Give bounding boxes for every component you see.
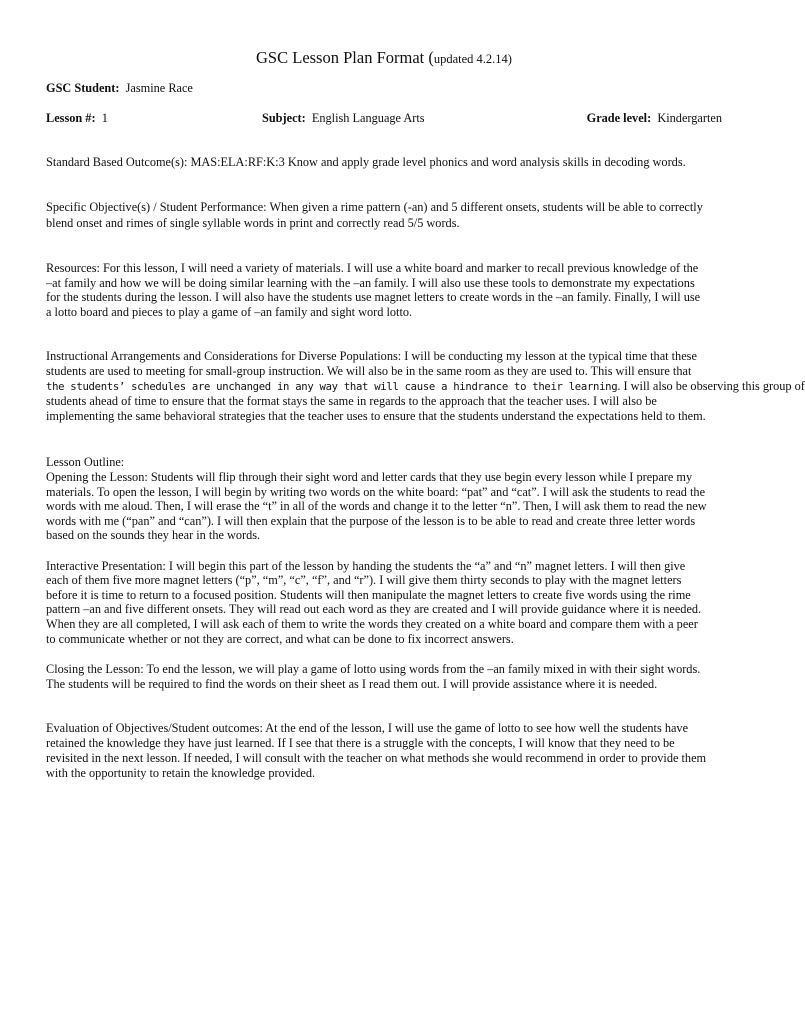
opening-line: Opening the Lesson: Students will flip through their sight word and letter cards that they use begin every lesson while I prepare my bbox=[46, 470, 693, 484]
student-label: GSC Student: bbox=[46, 81, 120, 95]
interactive-line: When they are all completed, I will ask each of them to write the words they created on a white board and compare them with a peer bbox=[46, 617, 698, 631]
evaluation-line: retained the knowledge they have just learned. If I see that there is a struggle with the concepts, I will know that they need to be bbox=[46, 736, 675, 750]
lesson-value: 1 bbox=[101, 111, 108, 125]
student-value: Jasmine Race bbox=[125, 81, 193, 95]
grade-label: Grade level: bbox=[586, 111, 652, 125]
opening-line: materials. To open the lesson, I will begin by writing two words on the white board: “pat” and “cat”. I will ask the students to read the bbox=[46, 485, 706, 499]
closing-line: Closing the Lesson: To end the lesson, we will play a game of lotto using words from the –an family mixed in with their sight words. bbox=[46, 662, 701, 676]
opening-line: words with me (“pan” and “can”). I will then explain that the purpose of the lesson is to be able to read and create three letter words bbox=[46, 514, 696, 528]
resources-line: Resources: For this lesson, I will need a variety of materials. I will use a white board and marker to recall previous knowledge of the bbox=[46, 261, 699, 275]
objective-line: blend onset and rimes of single syllable words in print and correctly read 5/5 words. bbox=[46, 216, 460, 230]
interactive-line: to communicate whether or not they are correct, and what can be done to fix incorrect answers. bbox=[46, 632, 514, 646]
interactive-line: before it is time to return to a focused position. Students will then manipulate the magnet letters to create five words using the rime bbox=[46, 588, 691, 602]
subject-label: Subject: bbox=[262, 111, 306, 125]
arrangements-line: implementing the same behavioral strategies that the teacher uses to ensure that the students understand the expectations held to them. bbox=[46, 409, 706, 423]
arrangements-line: students are used to meeting for small-group instruction. We will also be in the same room as they are used to. This will ensure that bbox=[46, 364, 692, 378]
lesson-field bbox=[46, 111, 246, 126]
standard-line: Standard Based Outcome(s): MAS:ELA:RF:K:3 Know and apply grade level phonics and word analysis skills in decoding words. bbox=[46, 155, 686, 169]
objective-line: Specific Objective(s) / Student Performance: When given a rime pattern (-an) and 5 different onsets, students will be able to correctly bbox=[46, 200, 703, 214]
lesson-label: Lesson #: bbox=[46, 111, 96, 125]
arrangements-line: students ahead of time to ensure that the format stays the same in regards to the approach that the teacher uses. I will also be bbox=[46, 394, 657, 408]
outline-heading: Lesson Outline: bbox=[46, 455, 125, 469]
evaluation-line: with the opportunity to retain the knowledge provided. bbox=[46, 766, 316, 780]
arrangements-line: Instructional Arrangements and Considerations for Diverse Populations: I will be conducting my lesson at the typical time that these bbox=[46, 349, 697, 363]
evaluation-line: revisited in the next lesson. If needed, I will consult with the teacher on what methods she would recommend in order to provide them bbox=[46, 751, 707, 765]
interactive-line: pattern –an and five different onsets. They will read out each word as they are created and I will provide guidance where it is needed. bbox=[46, 602, 702, 616]
grade-value: Kindergarten bbox=[657, 111, 722, 125]
opening-line: words with me aloud. Then, I will erase the “t” in all of the words and change it to the letter “n”. Then, I will ask them to read the new bbox=[46, 499, 707, 513]
arrangements-line bbox=[46, 379, 805, 395]
resources-line: a lotto board and pieces to play a game of –an family and sight word lotto. bbox=[46, 305, 413, 319]
subject-value: English Language Arts bbox=[311, 111, 425, 125]
resources-line: –at family and how we will be doing similar learning with the –an family. I will also use these tools to demonstrate my expectations bbox=[46, 276, 695, 290]
student-field bbox=[46, 81, 722, 96]
inserted-text: the students’ schedules are unchanged in any way that will cause a hindrance to their learning bbox=[46, 381, 618, 393]
subject-field bbox=[262, 111, 425, 126]
evaluation-line: Evaluation of Objectives/Student outcomes: At the end of the lesson, I will use the game of lotto to see how well the students have bbox=[46, 721, 689, 735]
title-updated: updated 4.2.14) bbox=[433, 52, 512, 66]
interactive-line: Interactive Presentation: I will begin this part of the lesson by handing the students the “a” and “n” magnet letters. I will then give bbox=[46, 559, 686, 573]
grade-field bbox=[587, 111, 722, 126]
resources-line: for the students during the lesson. I will also have the students use magnet letters to create words in the –an family. Finally, I will use bbox=[46, 290, 701, 304]
opening-line: based on the sounds they hear in the words. bbox=[46, 528, 261, 542]
closing-line: The students will be required to find the words on their sheet as I read them out. I will provide assistance where it is needed. bbox=[46, 677, 658, 691]
document-title bbox=[0, 48, 768, 69]
title-main: GSC Lesson Plan Format ( bbox=[256, 48, 434, 67]
interactive-line: each of them five more magnet letters (“p”, “m”, “c”, “f”, and “r”). I will give them thirty seconds to play with the magnet letters bbox=[46, 573, 682, 587]
arrangements-text: . I will also be observing this group of bbox=[617, 379, 805, 393]
